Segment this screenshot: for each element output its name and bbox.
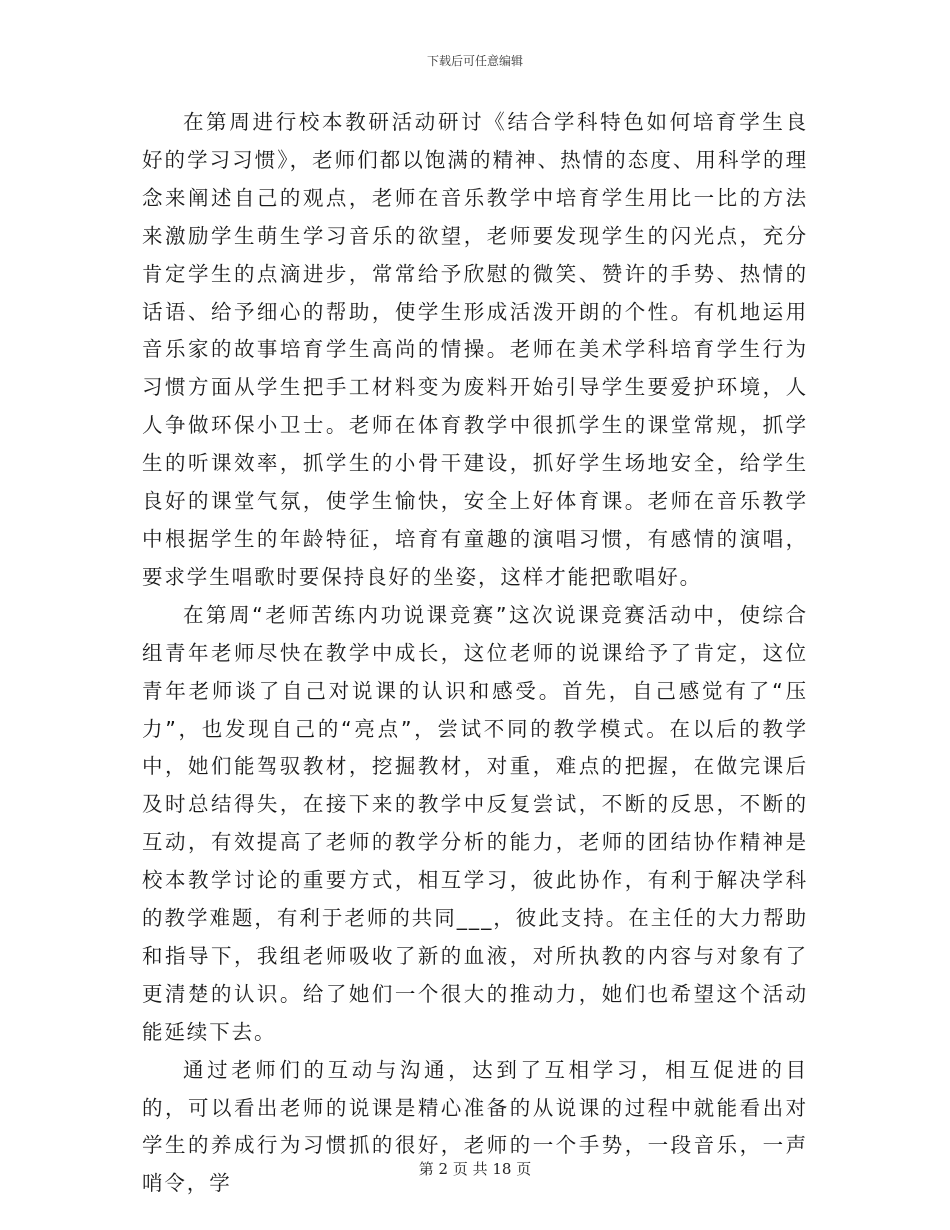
- document-body: [142, 104, 808, 1203]
- page-footer: 第 2 页 共 18 页: [418, 1160, 532, 1178]
- page-header: 下载后可任意编辑: [426, 54, 523, 68]
- paragraph-2: 在第周“老师苦练内功说课竞赛”这次说课竞赛活动中，使综合组青年老师尽快在教学中成长，这位老师的说课给予了肯定，这位青年老师谈了自己对说课的认识和感受。首先，自己感觉有了“压力”，也发现自己的“亮点”，尝试不同的教学模式。在以后的教学中，她们能驾驭教材，挖掘教材，对重，难点的把握，在做完课后及时总结得失，在接下来的教学中反复尝试，不断的反思，不断的互动，有效提高了老师的教学分析的能力，老师的团结协作精神是校本教学讨论的重要方式，相互学习，彼此协作，有利于解决学科的教学难题，有利于老师的共同___，彼此支持。在主任的大力帮助和指导下，我组老师吸收了新的血液，对所执教的内容与对象有了更清楚的认识。给了她们一个很大的推动力，她们也希望这个活动能延续下去。: [142, 602, 808, 1044]
- paragraph-1: 在第周进行校本教研活动研讨《结合学科特色如何培育学生良好的学习习惯》，老师们都以饱满的精神、热情的态度、用科学的理念来阐述自己的观点，老师在音乐教学中培育学生用比一比的方法来激励学生萌生学习音乐的欲望，老师要发现学生的闪光点，充分肯定学生的点滴进步，常常给予欣慰的微笑、赞许的手势、热情的话语、给予细心的帮助，使学生形成活泼开朗的个性。有机地运用音乐家的故事培育学生高尚的情操。老师在美术学科培育学生行为习惯方面从学生把手工材料变为废料开始引导学生要爱护环境，人人争做环保小卫士。老师在体育教学中很抓学生的课堂常规，抓学生的听课效率，抓学生的小骨干建设，抓好学生场地安全，给学生良好的课堂气氛，使学生愉快，安全上好体育课。老师在音乐教学中根据学生的年龄特征，培育有童趣的演唱习惯，有感情的演唱，要求学生唱歌时要保持良好的坐姿，这样才能把歌唱好。: [142, 110, 808, 589]
- paragraph-3: 通过老师们的互动与沟通，达到了互相学习，相互促进的目的，可以看出老师的说课是精心准备的从说课的过程中就能看出对学生的养成行为习惯抓的很好，老师的一个手势，一段音乐，一声哨令，学: [142, 1057, 808, 1196]
